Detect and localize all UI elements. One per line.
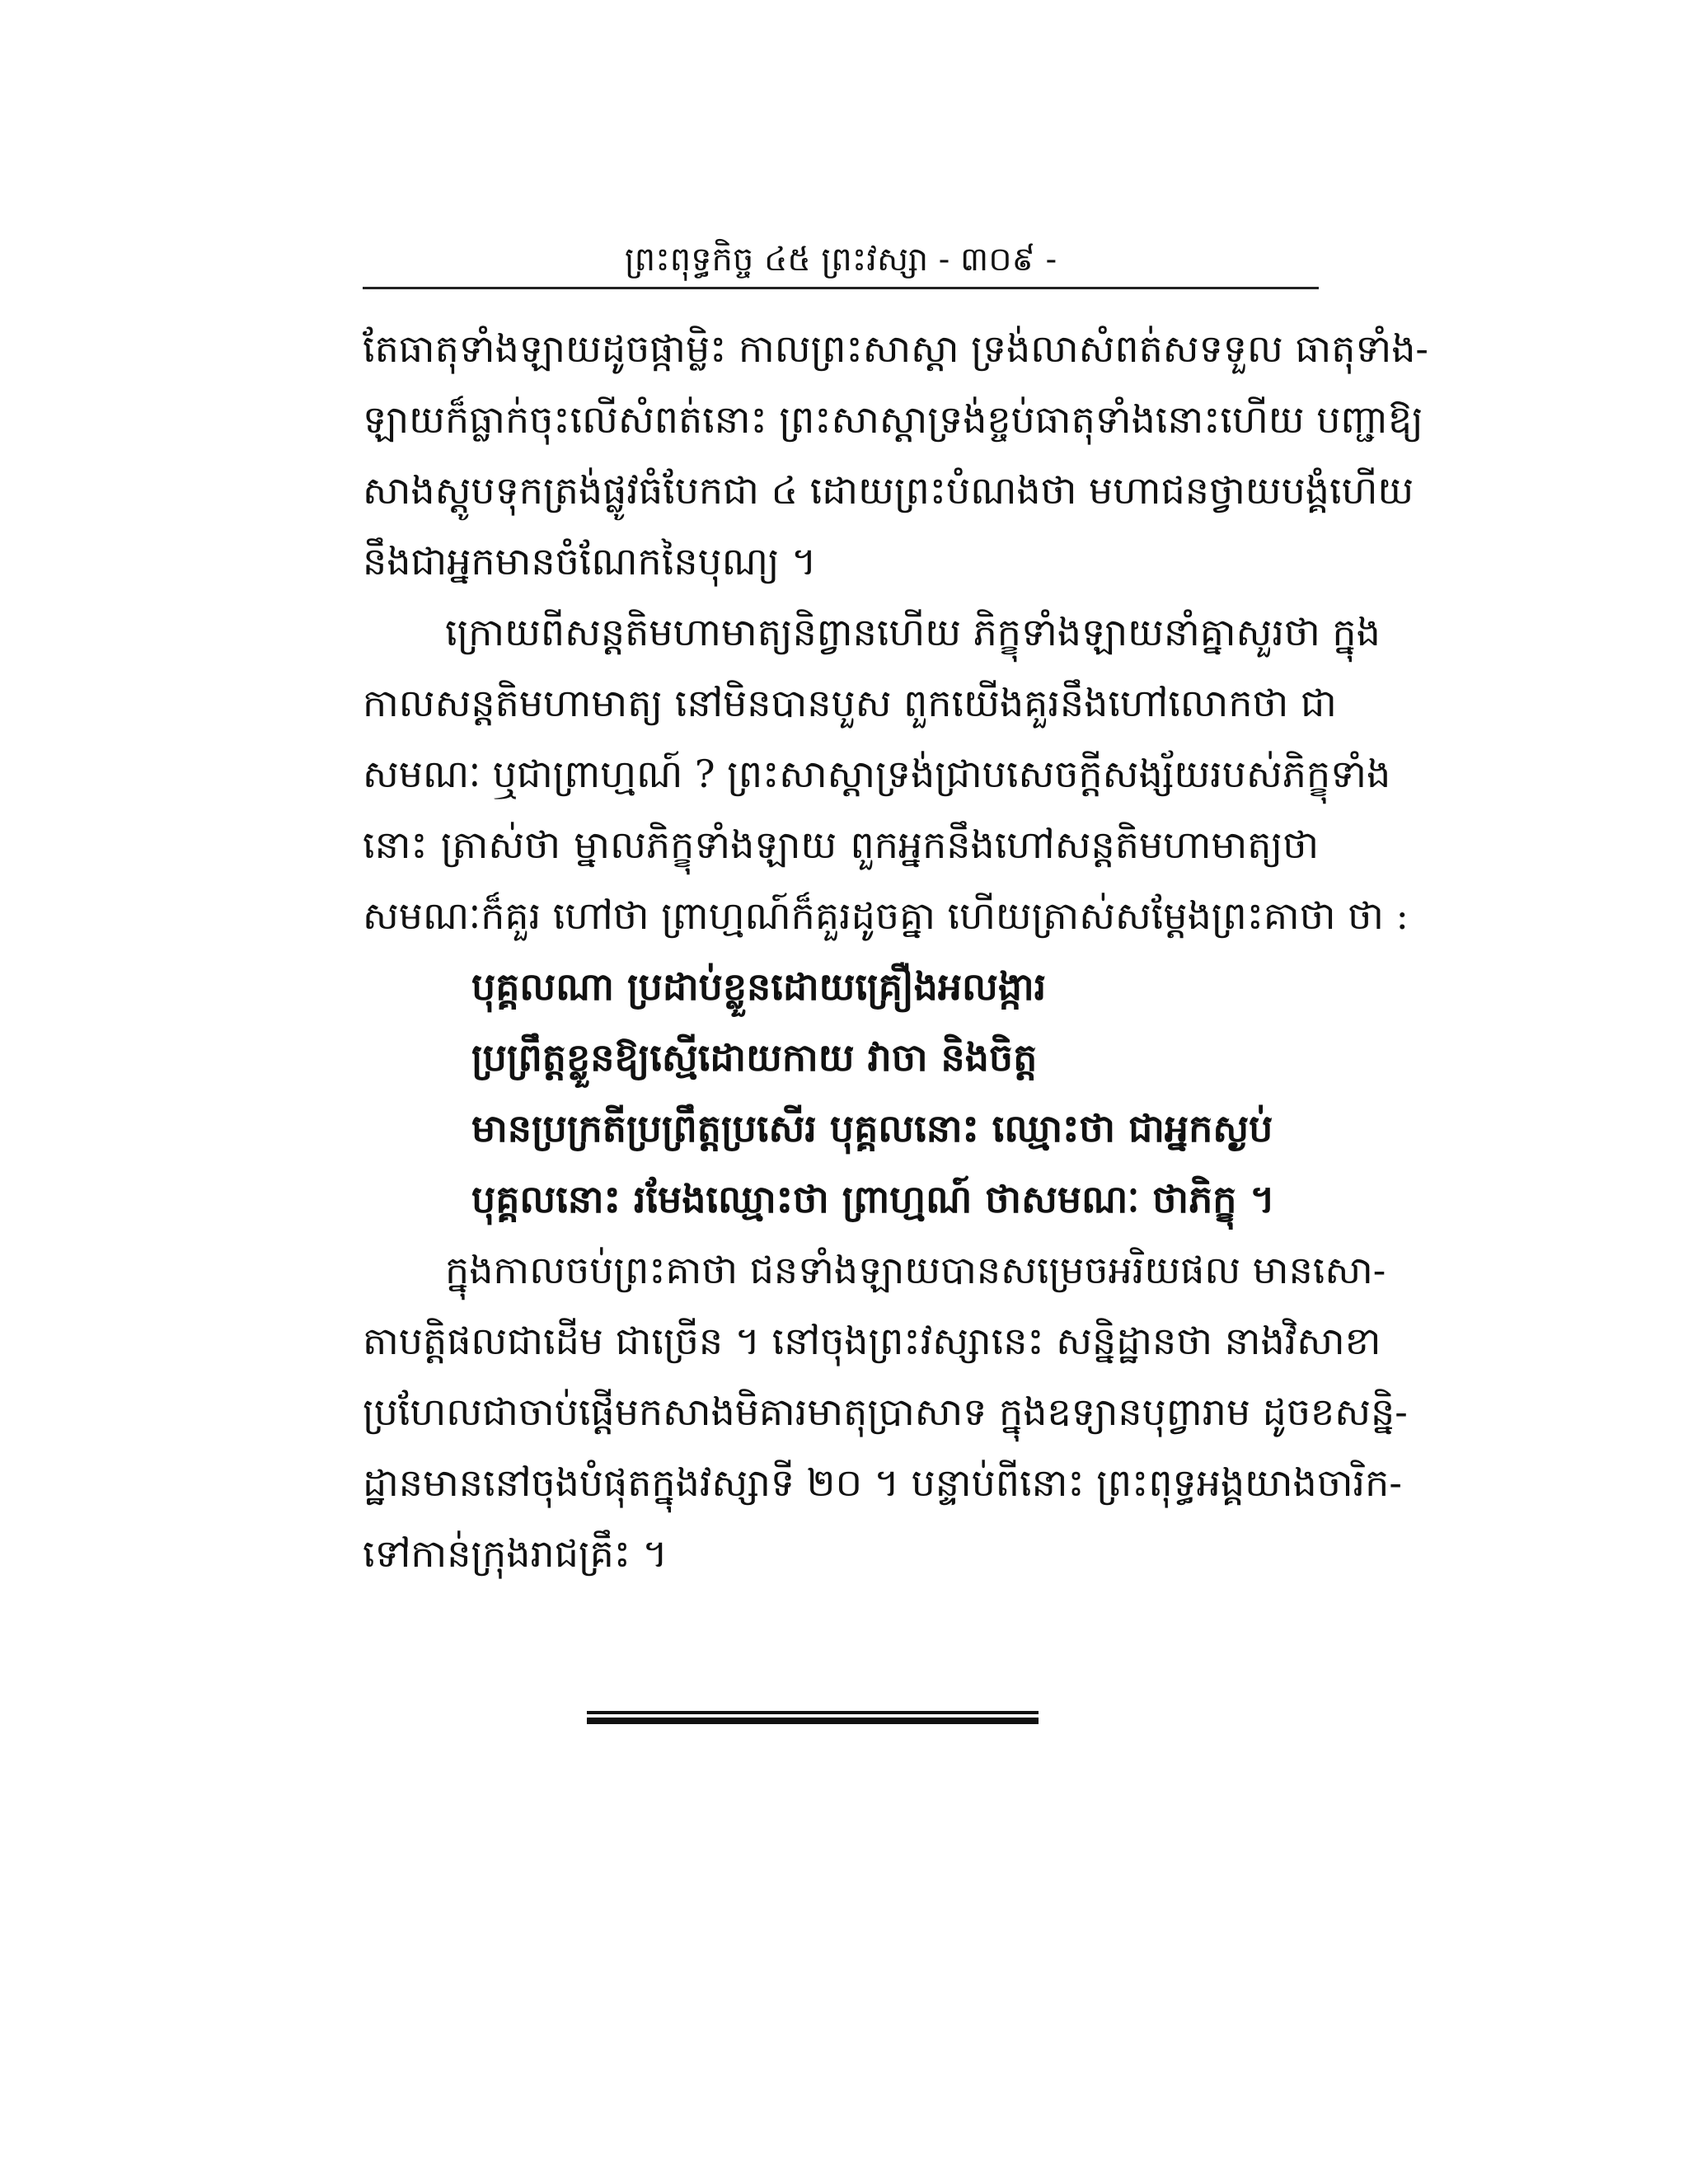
text-line: ឡាយក៏ធ្លាក់ចុះលើសំពត់នោះ ព្រះសាស្តាទ្រង់ខ្ចប់ធាតុទាំងនោះហើយ បញ្ជាឱ្យ <box>363 397 1423 442</box>
text-line: សាងស្តូបទុកត្រង់ផ្លូវធំបែកជា ៤ ដោយព្រះបំណងថា មហាជនថ្វាយបង្គំហើយ <box>363 468 1414 513</box>
paragraph-3 <box>363 1235 1408 1589</box>
text-line: តែធាតុទាំងឡាយដូចផ្កាម្លិះ កាលព្រះសាស្តា ទ្រង់លាសំពត់សទទួល ធាតុទាំង- <box>363 326 1428 371</box>
paragraph-1 <box>363 313 1428 597</box>
text-line: សមណៈ ឬជាព្រាហ្មណ៍ ? ព្រះសាស្តាទ្រង់ជ្រាបសេចក្តីសង្ស័យរបស់ភិក្ខុទាំង <box>363 752 1391 796</box>
text-line: ក្រោយពីសន្តតិមហាមាត្យនិព្វានហើយ ភិក្ខុទាំងឡាយនាំគ្នាសួរថា ក្នុង <box>445 610 1381 654</box>
verse-block <box>363 951 1319 1235</box>
text-line: ក្នុងកាលចប់ព្រះគាថា ជនទាំងឡាយបានសម្រេចអរិយផល មានសោ- <box>445 1248 1386 1292</box>
end-rule-thick-line <box>587 1718 1039 1724</box>
section-end-rule <box>587 1711 1039 1724</box>
verse-line: ប្រព្រឹត្តខ្លួនឱ្យស្មើដោយកាយ វាចា និងចិត្ត <box>471 1035 1038 1080</box>
text-line: ទៅកាន់ក្រុងរាជគ្រឹះ ។ <box>363 1531 668 1576</box>
text-line: នោះ ត្រាស់ថា ម្នាលភិក្ខុទាំងឡាយ ពួកអ្នកនឹងហៅសន្តតិមហាមាត្យថា <box>363 823 1319 867</box>
verse-line: បុគ្គលណា ប្រដាប់ខ្លួនដោយគ្រឿងអលង្ការ <box>471 964 1047 1009</box>
verse-line: មានប្រក្រតីប្រព្រឹត្តប្រសើរ បុគ្គលនោះ ឈ្មោះថា ជាអ្នកស្ងប់ <box>471 1106 1273 1151</box>
body-text <box>363 313 1428 1589</box>
text-line: តាបត្តិផលជាដើម ជាច្រើន ។ នៅចុងព្រះវស្សានេះ សន្និដ្ឋានថា នាងវិសាខា <box>363 1319 1381 1363</box>
end-rule-thin-line <box>587 1711 1039 1714</box>
text-line: ដ្ឋានមាននៅចុងបំផុតក្នុងវស្សាទី ២០ ។ បន្ទាប់ពីនោះ ព្រះពុទ្ធអង្គយាងចារិក- <box>363 1460 1402 1505</box>
text-line: កាលសន្តតិមហាមាត្យ នៅមិនបានបួស ពួកយើងគួរនឹងហៅលោកថា ជា <box>363 681 1337 725</box>
text-line: ប្រហែលជាចាប់ផ្តើមកសាងមិគារមាតុប្រាសាទ ក្នុងឧទ្យានបុព្វារាម ដូចខសន្និ- <box>363 1390 1408 1434</box>
verse-line: បុគ្គលនោះ រមែងឈ្មោះថា ព្រាហ្មណ៍ ថាសមណៈ ថាភិក្ខុ ។ <box>471 1177 1275 1221</box>
text-line: នឹងជាអ្នកមានចំណែកនៃបុណ្យ ។ <box>363 539 817 583</box>
header-rule <box>363 287 1319 289</box>
text-line: សមណៈក៏គួរ ហៅថា ព្រាហ្មណ៍ក៏គួរដូចគ្នា ហើយត្រាស់សម្តែងព្រះគាថា ថា : <box>363 893 1409 938</box>
running-header: ព្រះពុទ្ធកិច្ច ៤៥ ព្រះវស្សា - ៣០៩ - <box>624 241 1057 279</box>
paragraph-2 <box>363 597 1409 951</box>
